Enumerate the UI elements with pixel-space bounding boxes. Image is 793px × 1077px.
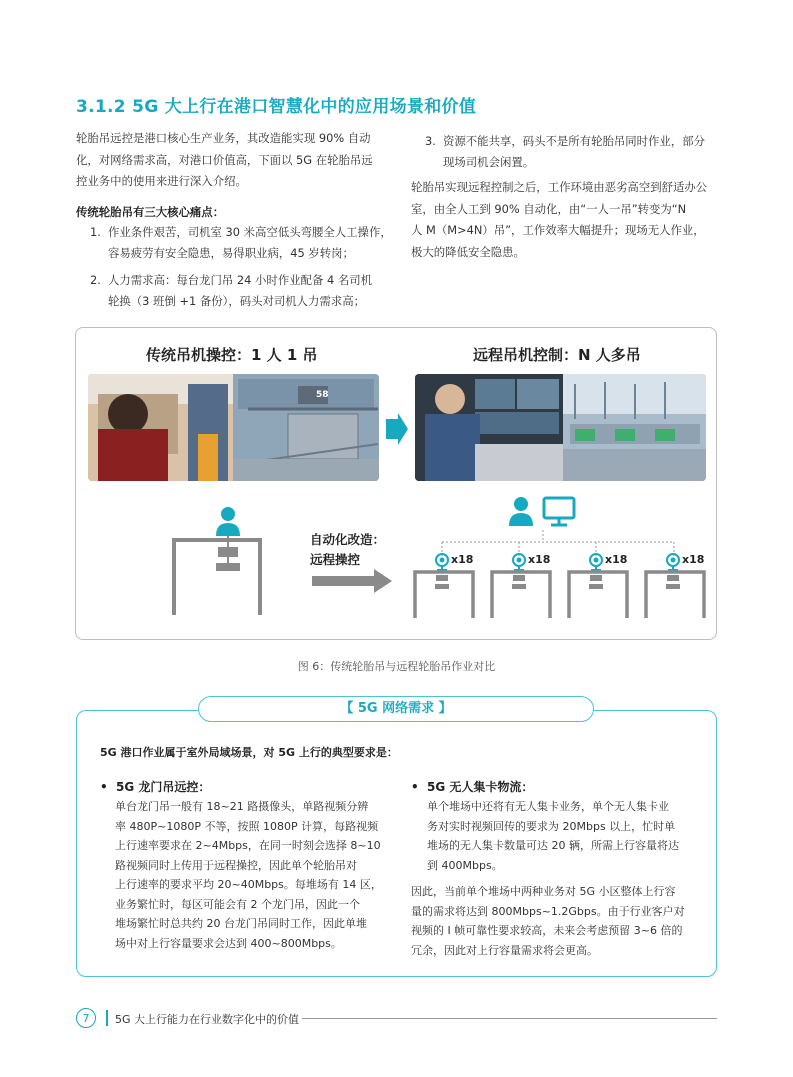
monitor-icon bbox=[544, 498, 574, 525]
section-title: 3.1.2 5G 大上行在港口智慧化中的应用场景和价值 bbox=[76, 97, 477, 117]
bullet-unmanned-truck: • 5G 无人集卡物流： bbox=[411, 780, 534, 794]
list-item: 2. 人力需求高：每台龙门吊 24 小时作业配备 4 名司机 轮换（3 班倒 +1 备份），码头对司机人力需求高； bbox=[90, 273, 373, 308]
footer-title: 5G 大上行能力在行业数字化中的价值 bbox=[115, 1013, 300, 1026]
intro-line: 轮胎吊远控是港口核心生产业务，其改造能实现 90% 自动 bbox=[76, 131, 371, 145]
remote-crane bbox=[644, 552, 708, 620]
remote-crane bbox=[567, 552, 631, 620]
pain-heading: 传统轮胎吊有三大核心痛点： bbox=[76, 205, 225, 219]
camera-icon bbox=[667, 554, 679, 570]
list-item: 1. 作业条件艰苦，司机室 30 米高空低头弯腰全人工操作， 容易疲劳有安全隐患，易得职业病，45 岁转岗； bbox=[90, 225, 392, 260]
traditional-crane-diagram bbox=[172, 505, 262, 620]
camera-count: x18 bbox=[682, 553, 705, 566]
person-icon bbox=[509, 497, 533, 526]
camera-count: x18 bbox=[451, 553, 474, 566]
requirements-tab: 【 5G 网络需求 】 bbox=[198, 696, 594, 722]
camera-icon bbox=[436, 554, 448, 570]
remote-crane bbox=[490, 552, 554, 620]
crane-number: 58 bbox=[316, 390, 329, 400]
capacity-summary-paragraph: 因此，当前单个堆场中两种业务对 5G 小区整体上行容 量的需求将达到 800Mbps~1.2Gbps。由于行业客户对 视频的 I 帧可靠性要求较高，未来会考虑预留 3~6 倍的 冗余，因此对上行容量需求将会更高。 bbox=[411, 885, 685, 957]
remote-benefit-paragraph: 轮胎吊实现远程控制之后，工作环境由恶劣高空到舒适办公 室，由全人工到 90% 自动化，由“一人一吊”转变为“N 人 M（M>4N）吊”，工作效率大幅提升；现场无人作业， 极大的降低安全隐患。 bbox=[411, 180, 708, 259]
intro-line: 控业务中的使用来进行深入介绍。 bbox=[76, 174, 247, 188]
remote-operator-icons bbox=[508, 495, 578, 531]
camera-count: x18 bbox=[605, 553, 628, 566]
transform-label: 自动化改造： 远程操控 bbox=[310, 532, 386, 567]
remote-crane bbox=[413, 552, 477, 620]
camera-count: x18 bbox=[528, 553, 551, 566]
person-icon bbox=[216, 507, 240, 536]
figure-caption: 图 6：传统轮胎吊与远程轮胎吊作业对比 bbox=[297, 660, 496, 673]
remote-control-photo bbox=[415, 374, 706, 481]
arrow-right-icon bbox=[386, 413, 408, 445]
footer-rule bbox=[302, 1018, 717, 1019]
arrow-right-icon bbox=[312, 569, 392, 593]
requirements-intro: 5G 港口作业属于室外局域场景，对 5G 上行的典型要求是： bbox=[100, 746, 398, 759]
unmanned-truck-paragraph: 单个堆场中还将有无人集卡业务，单个无人集卡业 务对实时视频回传的要求为 20Mbps 以上，忙时单 堆场的无人集卡数量可达 20 辆，所需上行容量将达 到 400Mbps。 bbox=[427, 800, 679, 872]
intro-paragraph bbox=[76, 128, 396, 193]
footer-divider bbox=[106, 1010, 108, 1026]
traditional-cab-photo bbox=[88, 374, 379, 481]
camera-icon bbox=[590, 554, 602, 570]
intro-line: 化，对网络需求高，对港口价值高，下面以 5G 在轮胎吊远 bbox=[76, 152, 373, 167]
crane-remote-paragraph: 单台龙门吊一般有 18~21 路摄像头，单路视频分辨 率 480P~1080P 不等，按照 1080P 计算，每路视频 上行速率要求在 2~4Mbps，在同一时刻会选择 8~10 路视频同时上传用于远程操控，因此单个轮胎吊对 上行速率的要求平均 20~40Mbps。每堆场有 14 区， 业务繁忙时，每区可能会有 2 个龙门吊，因此一个 堆场繁忙时总共约 20 台龙门吊同时工作，因此单堆 场中对上行容量要求会达到 400~800Mbps。 bbox=[115, 800, 382, 950]
remote-heading: 远程吊机控制：N 人多吊 bbox=[473, 346, 641, 364]
list-item: 3. 资源不能共享，码头不是所有轮胎吊同时作业，部分 现场司机会闲置。 bbox=[425, 134, 705, 169]
page-number: 7 bbox=[76, 1008, 96, 1028]
bullet-crane-remote: • 5G 龙门吊远控： bbox=[100, 780, 211, 794]
traditional-heading: 传统吊机操控：1 人 1 吊 bbox=[146, 346, 318, 364]
camera-icon bbox=[513, 554, 525, 570]
